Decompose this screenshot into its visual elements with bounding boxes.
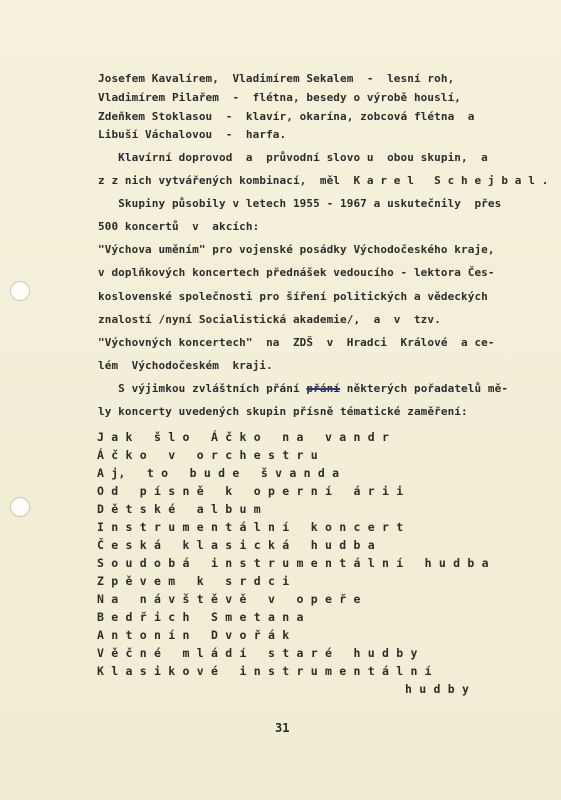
text-line: lém Východočeském kraji. [98,359,273,372]
text-line: z z nich vytvářených kombinací, měl K a r e l S c h e j b a l . [98,174,549,187]
punch-hole [10,281,30,301]
program-item: O d p í s n ě k o p e r n í á r i i [97,484,404,498]
program-item: S o u d o b á i n s t r u m e n t á l n í h u d b a [97,556,489,570]
text-line: Vladimírem Pilařem - flétna, besedy o výrobě houslí, [98,91,462,104]
program-item: I n s t r u m e n t á l n í k o n c e r t [97,520,404,534]
text-line: Skupiny působily v letech 1955 - 1967 a uskutečnily přes [98,197,502,210]
program-item: D ě t s k é a l b u m [97,502,261,516]
text-line: "Výchova uměním" pro vojenské posádky Východočeského kraje, [98,243,495,256]
program-item: V ě č n é m l á d í s t a r é h u d b y [97,646,418,660]
text-line: v doplňkových koncertech přednášek vedoucího - lektora Čes- [98,266,495,279]
text-line: koslovenské společnosti pro šíření politických a vědeckých [98,290,488,303]
text-line: znalostí /nyní Socialistická akademie/, a v tzv. [98,313,441,326]
text-line: Klavírní doprovod a průvodní slovo u obou skupin, a [98,151,488,164]
text-line: 500 koncertů v akcích: [98,220,260,233]
program-item: A n t o n í n D v o ř á k [97,628,290,642]
text-line: ly koncerty uvedených skupin přísně tématické zaměření: [98,405,468,418]
text-line: Josefem Kavalírem, Vladimírem Sekalem - lesní roh, [98,72,455,85]
program-item: A j, t o b u d e š v a n d a [97,466,340,480]
program-item: Č e s k á k l a s i c k á h u d b a [97,538,375,552]
text-line: Libuší Váchalovou - harfa. [98,128,287,141]
text-line: "Výchovných koncertech" na ZDŠ v Hradci Králové a ce- [98,336,495,349]
program-item: Z p ě v e m k s r d c i [97,574,290,588]
page-number: 31 [275,721,290,735]
program-item: K l a s i k o v é i n s t r u m e n t á l n í [97,664,432,678]
program-item: Á č k o v o r c h e s t r u [97,448,318,462]
punch-hole [10,497,30,517]
text-line: Zdeňkem Stoklasou - klavír, okarína, zobcová flétna a [98,110,475,123]
program-item: J a k š l o Á č k o n a v a n d r [97,430,390,444]
program-item: N a n á v š t ě v ě v o p e ř e [97,592,361,606]
text-line-with-strike: S výjimkou zvláštních přání přání některých pořadatelů mě- [98,382,509,395]
program-item: B e d ř i c h S m e t a n a [97,610,304,624]
struck-word: přání [306,382,341,395]
program-item: h u d b y [405,682,470,696]
